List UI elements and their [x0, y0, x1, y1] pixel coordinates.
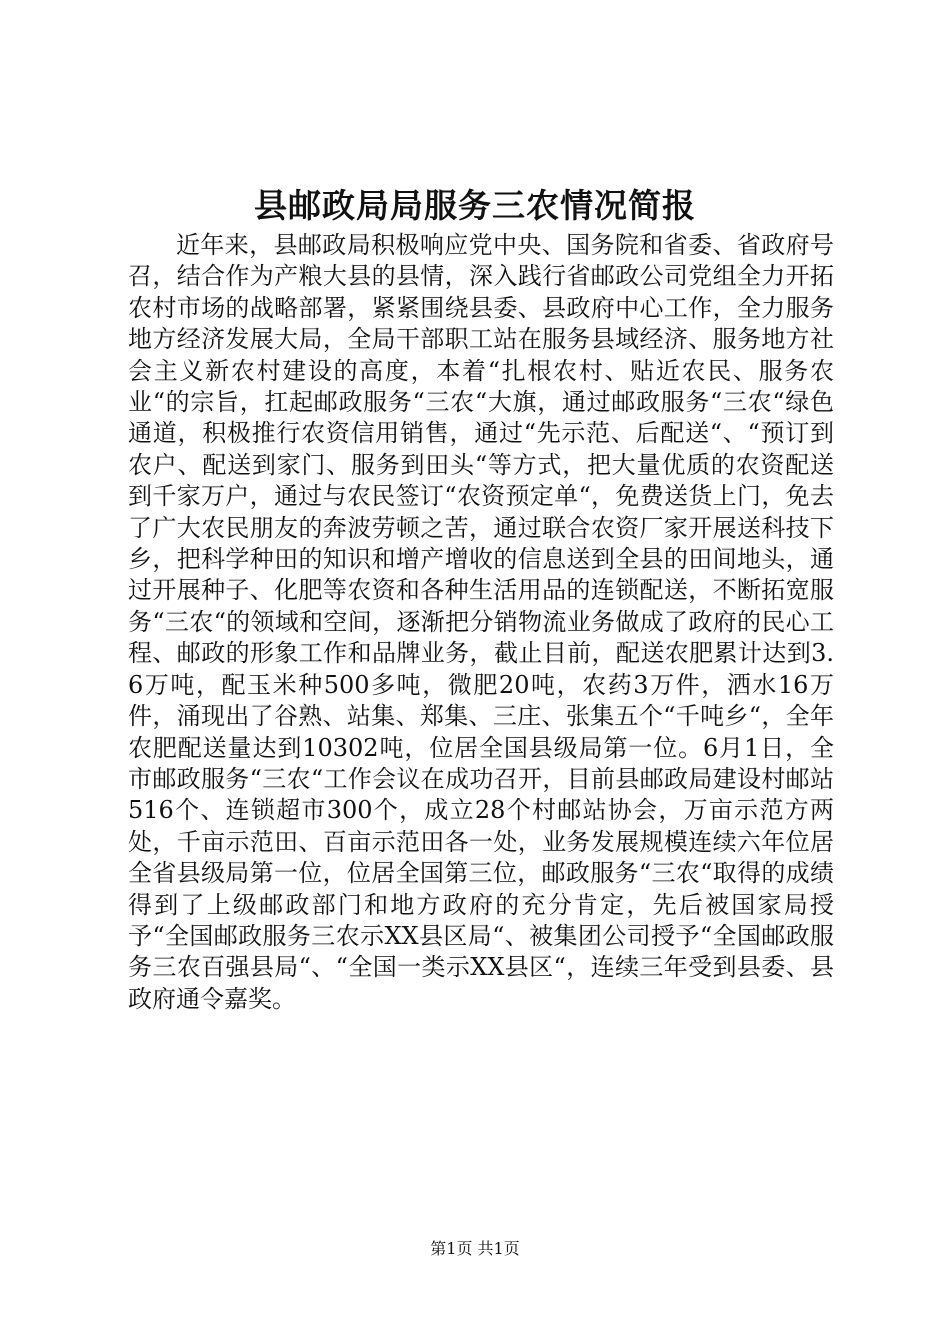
page-number: 第1页 共1页	[430, 1239, 520, 1258]
body-paragraph: 近年来，县邮政局积极响应党中央、国务院和省委、省政府号召，结合作为产粮大县的县情，深入践行省邮政公司党组全力开拓农村市场的战略部署，紧紧围绕县委、县政府中心工作，全力服务地方经济发展大局，全局干部职工站在服务县域经济、服务地方社会主义新农村建设的高度，本着“扎根农村、贴近农民、服务农业“的宗旨，扛起邮政服务“三农“大旗，通过邮政服务“三农“绿色通道，积极推行农资信用销售，通过“先示范、后配送“、“预订到农户、配送到家门、服务到田头“等方式，把大量优质的农资配送到千家万户，通过与农民签订“农资预定单“，免费送货上门，免去了广大农民朋友的奔波劳顿之苦，通过联合农资厂家开展送科技下乡，把科学种田的知识和增产增收的信息送到全县的田间地头，通过开展种子、化肥等农资和各种生活用品的连锁配送，不断拓宽服务“三农“的领域和空间，逐渐把分销物流业务做成了政府的民心工程、邮政的形象工作和品牌业务，截止目前，配送农肥累计达到3.6万吨，配玉米种500多吨，微肥20吨，农药3万件，洒水16万件，涌现出了谷熟、站集、郑集、三庄、张集五个“千吨乡“，全年农肥配送量达到10302吨，位居全国县级局第一位。6月1日，全市邮政服务“三农“工作会议在成功召开，目前县邮政局建设村邮站516个、连锁超市300个，成立28个村邮站协会，万亩示范方两处，千亩示范田、百亩示范田各一处，业务发展规模连续六年位居全省县级局第一位，位居全国第三位，邮政服务“三农“取得的成绩得到了上级邮政部门和地方政府的充分肯定，先后被国家局授予“全国邮政服务三农示XX县区局“、被集团公司授予“全国邮政服务三农百强县局“、“全国一类示XX县区“，连续三年受到县委、县政府通令嘉奖。	[128, 231, 834, 1013]
document-title: 县邮政局局服务三农情况简报	[254, 186, 696, 225]
